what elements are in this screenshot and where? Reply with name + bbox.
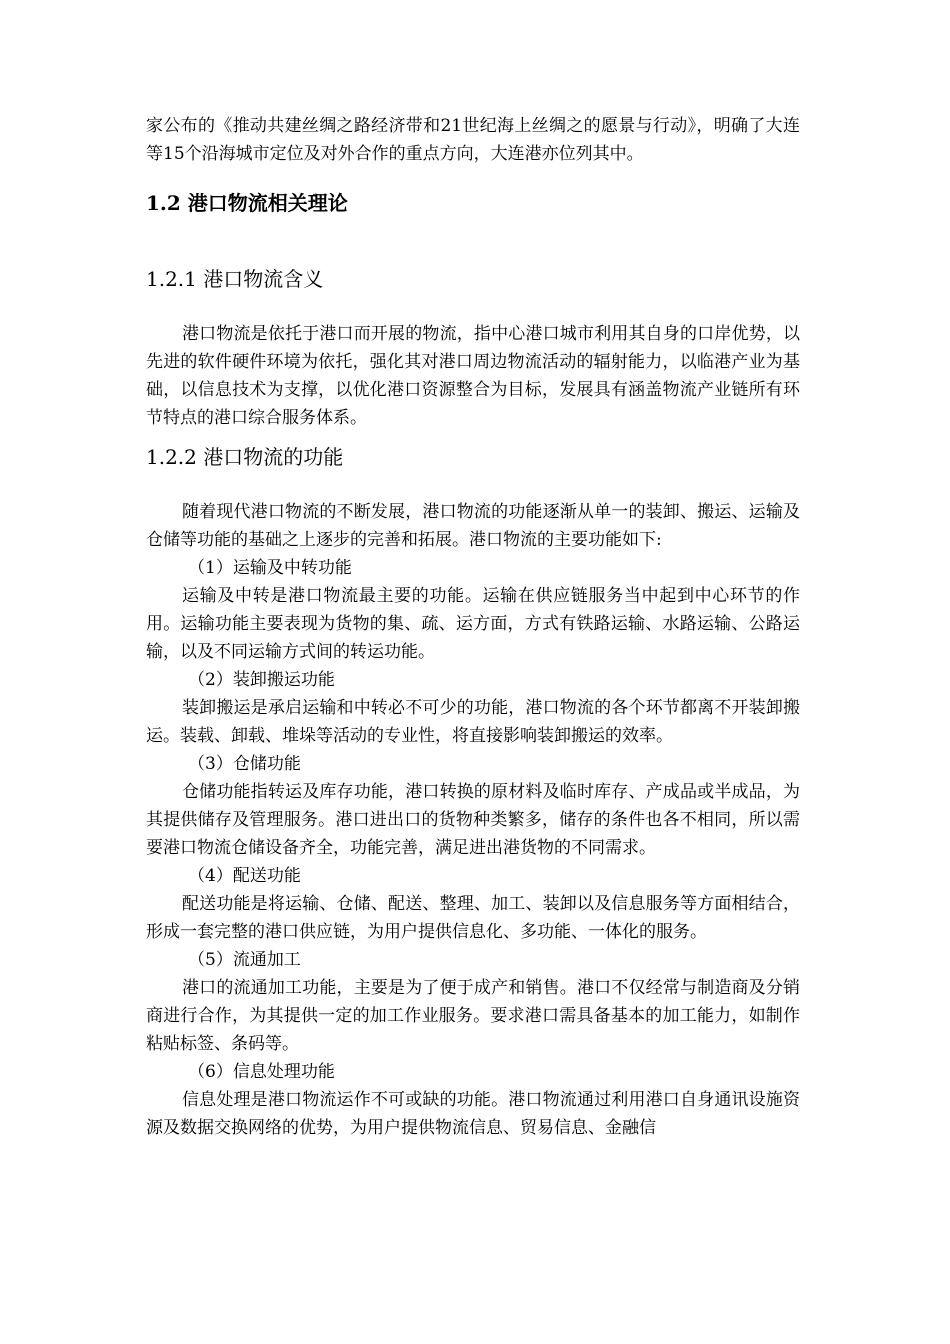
- section-1-2-heading: 1.2 港口物流相关理论: [146, 191, 348, 215]
- item-5-label: （5）流通加工: [188, 950, 301, 970]
- section-1-2-2-heading: 1.2.2 港口物流的功能: [146, 445, 344, 469]
- item-3-text: 仓储功能指转运及库存功能，港口转换的原材料及临时库存、产成品或半成品，为其提供储存及管理服务。港口进出口的货物种类繁多，储存的条件也各不相同，所以需要港口物流仓储设备齐全，功能完善，满足进出港货物的不同需求。: [146, 782, 800, 858]
- intro-paragraph: 家公布的《推动共建丝绸之路经济带和21世纪海上丝绸之的愿景与行动》，明确了大连等15个沿海城市定位及对外合作的重点方向，大连港亦位列其中。: [146, 116, 800, 164]
- item-4-label: （4）配送功能: [188, 866, 301, 886]
- item-4-text: 配送功能是将运输、仓储、配送、整理、加工、装卸以及信息服务等方面相结合，形成一套完整的港口供应链，为用户提供信息化、多功能、一体化的服务。: [146, 894, 800, 942]
- item-1-label: （1）运输及中转功能: [188, 558, 352, 578]
- item-2-text: 装卸搬运是承启运输和中转必不可少的功能，港口物流的各个环节都离不开装卸搬运。装载、卸载、堆垛等活动的专业性，将直接影响装卸搬运的效率。: [146, 698, 800, 746]
- item-6-label: （6）信息处理功能: [188, 1062, 335, 1082]
- section-1-2-2-intro: 随着现代港口物流的不断发展，港口物流的功能逐渐从单一的装卸、搬运、运输及仓储等功能的基础之上逐步的完善和拓展。港口物流的主要功能如下:: [146, 502, 800, 550]
- item-3-label: （3）仓储功能: [188, 754, 301, 774]
- item-2-label: （2）装卸搬运功能: [188, 670, 335, 690]
- item-6-text: 信息处理是港口物流运作不可或缺的功能。港口物流通过利用港口自身通讯设施资源及数据交换网络的优势，为用户提供物流信息、贸易信息、金融信: [146, 1090, 800, 1138]
- section-1-2-1-body: 港口物流是依托于港口而开展的物流，指中心港口城市利用其自身的口岸优势，以先进的软件硬件环境为依托，强化其对港口周边物流活动的辐射能力，以临港产业为基础，以信息技术为支撑，以优化港口资源整合为目标，发展具有涵盖物流产业链所有环节特点的港口综合服务体系。: [146, 324, 800, 428]
- item-1-text: 运输及中转是港口物流最主要的功能。运输在供应链服务当中起到中心环节的作用。运输功能主要表现为货物的集、疏、运方面，方式有铁路运输、水路运输、公路运输，以及不同运输方式间的转运功能。: [146, 586, 800, 662]
- page-content: [146, 112, 800, 1142]
- item-5-text: 港口的流通加工功能，主要是为了便于成产和销售。港口不仅经常与制造商及分销商进行合作，为其提供一定的加工作业服务。要求港口需具备基本的加工能力，如制作粘贴标签、条码等。: [146, 978, 800, 1054]
- section-1-2-1-heading: 1.2.1 港口物流含义: [146, 267, 324, 291]
